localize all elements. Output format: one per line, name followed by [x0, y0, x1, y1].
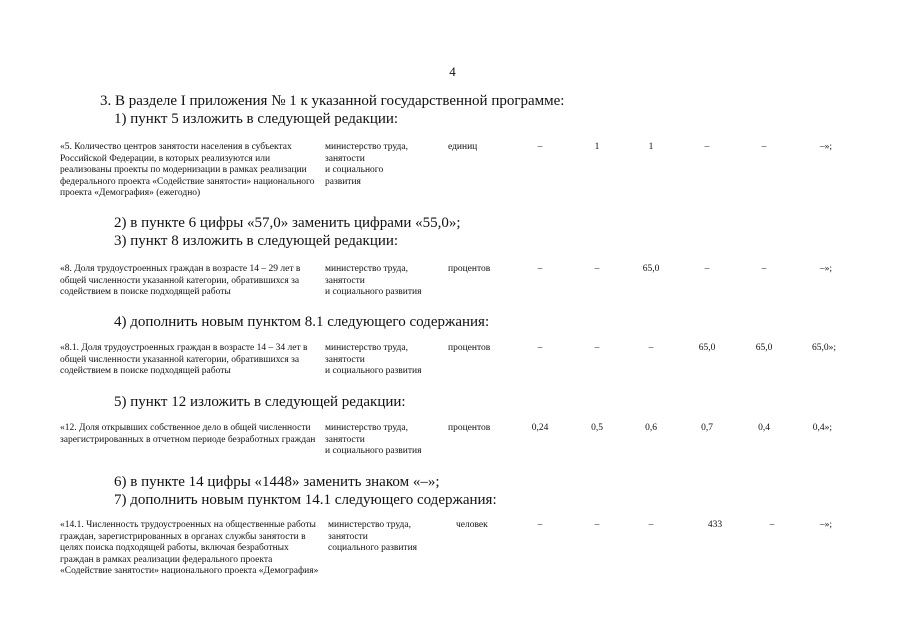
row-value-5: –: [761, 264, 767, 274]
row-value-6: –»;: [819, 520, 832, 530]
row-value-4: 0,7: [701, 423, 713, 433]
row-description: «8.1. Доля трудоустроенных граждан в возрасте 14 – 34 лет в общей численности указанной категории, обратившихся за содействием в поиске подходящей работы: [60, 343, 308, 376]
row-value-4: –: [704, 264, 710, 274]
row-unit: человек: [456, 520, 488, 530]
instruction-3: 3) пункт 8 изложить в следующей редакции:: [114, 233, 399, 249]
row-value-5: –: [769, 520, 775, 530]
row-unit: процентов: [448, 264, 491, 274]
row-ministry: министерство труда, занятости и социального развития: [325, 264, 422, 297]
row-unit: процентов: [448, 423, 491, 433]
row-value-3: 1: [648, 142, 654, 152]
row-value-2: –: [594, 264, 600, 274]
row-unit: процентов: [448, 343, 491, 353]
row-value-4: 433: [707, 520, 723, 530]
row-value-1: –: [537, 520, 543, 530]
row-value-1: –: [537, 142, 543, 152]
row-value-1: –: [537, 264, 543, 274]
instruction-4: 4) дополнить новым пунктом 8.1 следующего содержания:: [114, 314, 490, 330]
row-value-6: 0,4»;: [812, 423, 832, 433]
row-value-4: 65,0: [698, 343, 716, 353]
row-description: «8. Доля трудоустроенных граждан в возрасте 14 – 29 лет в общей численности указанной категории, обратившихся за содействием в поиске подходящей работы: [60, 264, 301, 297]
row-value-1: –: [537, 343, 543, 353]
instruction-7: 7) дополнить новым пунктом 14.1 следующего содержания:: [114, 492, 497, 508]
row-value-6: –»;: [819, 264, 832, 274]
row-value-2: 1: [594, 142, 600, 152]
row-value-1: 0,24: [531, 423, 549, 433]
row-value-5: 65,0: [755, 343, 773, 353]
row-ministry: министерство труда, занятости и социального развития: [325, 423, 422, 456]
page-number: 4: [449, 64, 456, 79]
row-value-2: –: [594, 520, 600, 530]
row-description: «12. Доля открывших собственное дело в общей численности зарегистрированных в отчетном периоде безработных граждан: [60, 423, 316, 445]
instruction-6: 6) в пункте 14 цифры «1448» заменить знаком «–»;: [114, 474, 440, 490]
row-description: «14.1. Численность трудоустроенных на общественные работы граждан, зарегистрированных в органах службы занятости в целях поиска подходящей работы, включая безработных граждан в рамках реализации федерального проекта «Содействие занятости» национального проекта «Демография»: [60, 520, 319, 576]
row-value-5: –: [761, 142, 767, 152]
section-heading: 3. В разделе I приложения № 1 к указанной государственной программе:: [100, 93, 565, 109]
row-value-3: 65,0: [642, 264, 660, 274]
row-description: «5. Количество центров занятости населения в субъектах Российской Федерации, в которых реализуются или реализованы проекты по модернизации в рамках реализации федерального проекта «Содействие занятости» национального проекта «Демография» (ежегодно): [60, 142, 315, 198]
row-unit: единиц: [448, 142, 478, 152]
row-value-2: –: [594, 343, 600, 353]
instruction-1: 1) пункт 5 изложить в следующей редакции:: [114, 111, 399, 127]
row-value-6: –»;: [819, 142, 832, 152]
row-value-3: –: [648, 520, 654, 530]
row-value-2: 0,5: [591, 423, 603, 433]
row-value-5: 0,4: [758, 423, 770, 433]
row-ministry: министерство труда, занятости социального развития: [328, 520, 418, 553]
row-value-4: –: [704, 142, 710, 152]
row-value-6: 65,0»;: [811, 343, 836, 353]
instruction-5: 5) пункт 12 изложить в следующей редакции:: [114, 394, 406, 410]
row-value-3: 0,6: [645, 423, 657, 433]
row-ministry: министерство труда, занятости и социального развития: [325, 343, 422, 376]
instruction-2: 2) в пункте 6 цифры «57,0» заменить цифрами «55,0»;: [114, 215, 461, 231]
row-value-3: –: [648, 343, 654, 353]
row-ministry: министерство труда, занятости и социального развития: [325, 142, 408, 187]
